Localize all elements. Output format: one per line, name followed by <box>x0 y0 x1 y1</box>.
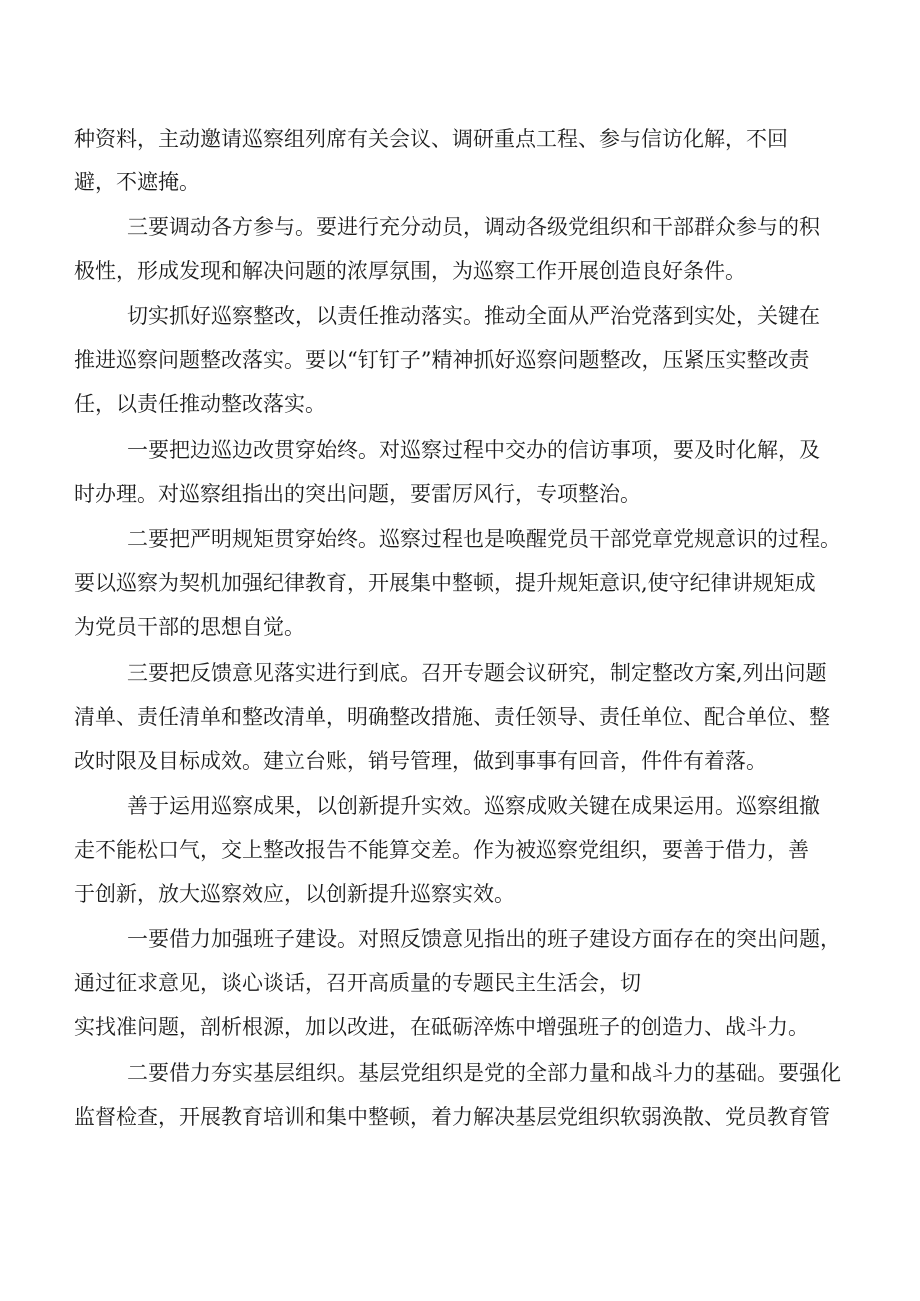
text-line: 走不能松口气，交上整改报告不能算交差。作为被巡察党组织，要善于借力，善 <box>74 838 809 862</box>
text-line: 极性，形成发现和解决问题的浓厚氛围，为巡察工作开展创造良好条件。 <box>74 259 746 283</box>
text-line: 时办理。对巡察组指出的突出问题，要雷厉风行，专项整治。 <box>74 482 641 506</box>
text-line: 三要把反馈意见落实进行到底。召开专题会议研究，制定整改方案,列出问题 <box>127 661 827 685</box>
text-line: 清单、责任清单和整改清单，明确整改措施、责任领导、责任单位、配合单位、整 <box>74 705 830 729</box>
text-line: 一要把边巡边改贯穿始终。对巡察过程中交办的信访事项，要及时化解，及 <box>127 438 820 462</box>
text-line: 种资料，主动邀请巡察组列席有关会议、调研重点工程、参与信访化解，不回 <box>74 127 788 151</box>
text-line: 切实抓好巡察整改，以责任推动落实。推动全面从严治党落到实处，关键在 <box>127 304 820 328</box>
text-line: 监督检查，开展教育培训和集中整顿，着力解决基层党组织软弱涣散、党员教育管 <box>74 1105 830 1129</box>
text-line: 善于运用巡察成果，以创新提升实效。巡察成败关键在成果运用。巡察组撤 <box>127 794 820 818</box>
text-line: 一要借力加强班子建设。对照反馈意见指出的班子建设方面存在的突出问题， <box>127 927 841 951</box>
text-line: 避，不遮掩。 <box>74 170 200 194</box>
text-line: 任，以责任推动整改落实。 <box>74 392 326 416</box>
text-line: 为党员干部的思想自觉。 <box>74 615 305 639</box>
text-line: 推进巡察问题整改落实。要以“钉钉子”精神抓好巡察问题整改，压紧压实整改责 <box>74 348 810 372</box>
text-line: 实找准问题，剖析根源，加以改进，在砥砺淬炼中增强班子的创造力、战斗力。 <box>74 1015 809 1039</box>
text-line: 二要借力夯实基层组织。基层党组织是党的全部力量和战斗力的基础。要强化 <box>127 1061 841 1085</box>
text-line: 三要调动各方参与。要进行充分动员，调动各级党组织和干部群众参与的积 <box>127 215 820 239</box>
text-line: 通过征求意见，谈心谈话，召开高质量的专题民主生活会，切 <box>74 971 641 995</box>
text-line: 改时限及目标成效。建立台账，销号管理，做到事事有回音，件件有着落。 <box>74 749 767 773</box>
text-line: 于创新，放大巡察效应，以创新提升巡察实效。 <box>74 882 515 906</box>
text-line: 二要把严明规矩贯穿始终。巡察过程也是唤醒党员干部党章党规意识的过程。 <box>127 527 841 551</box>
text-line: 要以巡察为契机加强纪律教育，开展集中整顿，提升规矩意识,使守纪律讲规矩成 <box>74 571 816 595</box>
